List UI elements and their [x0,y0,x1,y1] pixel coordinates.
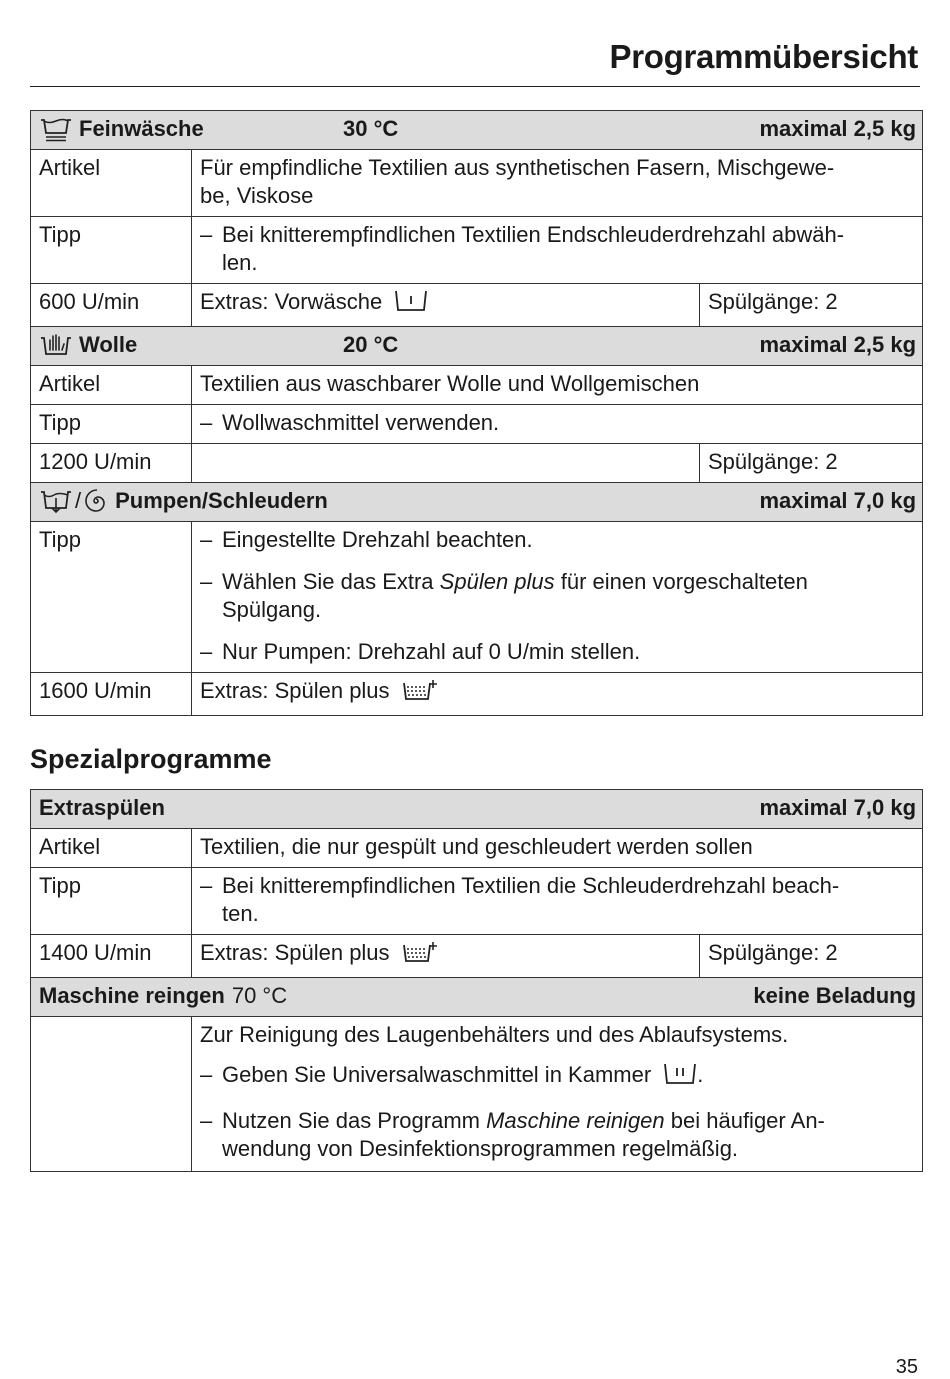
text-span: . [697,1062,704,1087]
tip-list [192,1017,923,1172]
table-row [31,366,923,405]
row-label: Tipp [31,522,192,673]
list-item [200,409,914,437]
spin-icon [83,488,109,514]
spin-speed: 1600 U/min [31,673,192,716]
list-item [200,1107,914,1163]
program-name: Feinwäsche [79,116,204,141]
text-line: Zur Reinigung des Laugenbehälters und des Ablaufsystems. [200,1022,789,1047]
special-program-table [30,789,923,1172]
main-wash-compartment-icon [663,1062,697,1093]
table-row [31,522,923,673]
program-temperature: 70 °C [231,983,288,1008]
program-name: Maschine reingen [39,983,225,1008]
program-table [30,110,923,716]
bullet-dash: – [200,1108,213,1133]
bullet-dash: – [200,527,213,552]
bullet-dash: – [200,873,213,898]
bullet-dash: – [200,410,213,435]
text-span: Nutzen Sie das Programm [222,1108,487,1133]
table-row [31,829,923,868]
rinse-count: Spülgänge: 2 [700,284,923,327]
list-item [200,872,914,928]
list-item [200,568,914,624]
text-line: Spülgang. [222,597,322,622]
tip-list [192,405,923,444]
list-item [200,526,914,554]
program-header-extraspuelen [31,790,923,829]
extras-cell [192,284,700,327]
bullet-dash: – [200,222,213,247]
row-text: Textilien, die nur gespült und geschleudert werden sollen [192,829,923,868]
program-name: Pumpen/Schleudern [115,488,328,513]
text-line: Bei knitterempfindlichen Textilien Endschleuderdrehzahl abwäh- [222,222,845,247]
emphasis: Spülen plus [439,569,555,594]
table-row [31,673,923,716]
wool-hand-wash-icon [39,332,73,358]
program-header-feinwaesche [31,111,923,150]
text-line: len. [222,250,258,275]
text-line [222,1107,914,1135]
table-row [31,405,923,444]
text-line [222,568,914,596]
program-load: maximal 7,0 kg [759,488,917,513]
table-row [31,935,923,978]
text-span: bei häufiger An- [664,1108,825,1133]
text-span: für einen vorgeschalteten [554,569,808,594]
section-title: Spezialprogramme [30,744,272,774]
row-label: Artikel [31,150,192,217]
table-row [31,150,923,217]
text-line: Wollwaschmittel verwenden. [222,410,500,435]
extras-label: Extras: Spülen plus [200,678,390,703]
text-span: Wählen Sie das Extra [222,569,440,594]
extras-cell [192,673,923,716]
extras-cell [192,444,700,483]
list-item [200,1061,914,1093]
rinse-plus-icon [402,940,438,971]
table-row [31,1017,923,1172]
program-load: maximal 2,5 kg [759,116,917,141]
text-line: be, Viskose [200,183,314,208]
emphasis: Maschine reinigen [486,1108,665,1133]
program-load: maximal 7,0 kg [759,795,917,820]
program-temperature: 30 °C [343,116,399,141]
text-line: Nur Pumpen: Drehzahl auf 0 U/min stellen. [222,639,641,664]
rinse-count: Spülgänge: 2 [700,444,923,483]
tip-list [192,217,923,284]
page-number: 35 [895,1356,918,1378]
spin-speed: 1200 U/min [31,444,192,483]
text-span: Geben Sie Universalwaschmittel in Kammer [222,1062,652,1087]
program-name: Wolle [79,332,138,357]
text-line: Eingestellte Drehzahl beachten. [222,527,533,552]
text-line: Bei knitterempfindlichen Textilien die Schleuderdrehzahl beach- [222,873,840,898]
program-header-maschine [31,978,923,1017]
program-load: keine Beladung [753,983,917,1008]
list-item [200,638,914,666]
bullet-dash: – [200,569,213,594]
program-header-wolle [31,327,923,366]
prewash-compartment-icon [394,289,428,320]
program-temperature: 20 °C [343,332,399,357]
text-line: wendung von Desinfektionsprogrammen regelmäßig. [222,1136,739,1161]
rinse-count: Spülgänge: 2 [700,935,923,978]
extras-label: Extras: Spülen plus [200,940,390,965]
table-row [31,444,923,483]
row-text: Textilien aus waschbarer Wolle und Wollgemischen [192,366,923,405]
page-title: Programmübersicht [609,38,918,75]
row-label: Artikel [31,366,192,405]
extras-label: Extras: Vorwäsche [200,289,383,314]
program-name: Extraspülen [39,795,165,820]
spin-speed: 1400 U/min [31,935,192,978]
rinse-plus-icon [402,678,438,709]
list-item [200,221,914,277]
row-label: Artikel [31,829,192,868]
bullet-dash: – [200,1062,213,1087]
slash-separator: / [75,488,82,513]
drain-icon [39,488,73,514]
row-label: Tipp [31,217,192,284]
tip-list [192,522,923,673]
table-row [31,217,923,284]
extras-cell [192,935,700,978]
row-text [192,150,923,217]
row-label: Tipp [31,868,192,935]
table-row [31,284,923,327]
spin-speed: 600 U/min [31,284,192,327]
program-header-pumpen [31,483,923,522]
page-header [30,34,920,87]
text-line: ten. [222,901,259,926]
program-load: maximal 2,5 kg [759,332,917,357]
bullet-dash: – [200,639,213,664]
text-line: Für empfindliche Textilien aus synthetischen Fasern, Mischgewe- [200,155,835,180]
delicates-tub-icon [39,116,73,142]
tip-list [192,868,923,935]
row-label: Tipp [31,405,192,444]
table-row [31,868,923,935]
row-label-empty [31,1017,192,1172]
